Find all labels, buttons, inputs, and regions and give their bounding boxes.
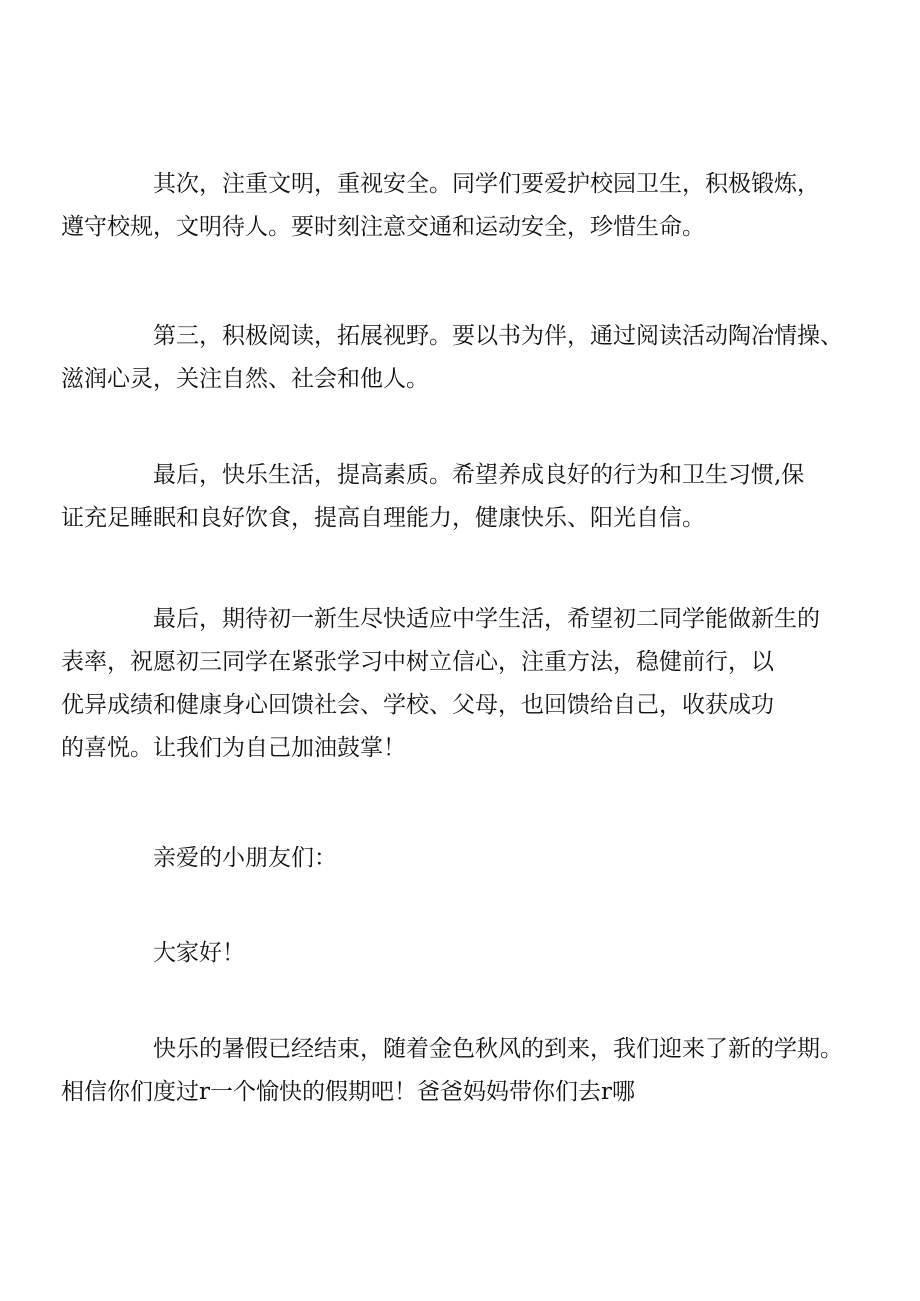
text-line: 亲爱的小朋友们：: [153, 845, 337, 871]
text-line: 表率，祝愿初三同学在紧张学习中树立信心，注重方法，稳健前行，以: [61, 649, 774, 675]
paragraph-greeting-salutation: [107, 837, 827, 880]
paragraph-happy-life: [61, 454, 827, 540]
paragraph-greeting-hello: [107, 932, 827, 975]
text-line: 证充足睡眠和良好饮食，提高自理能力，健康快乐、阳光自信。: [61, 505, 705, 531]
paragraph-safety: [61, 163, 827, 249]
text-line: 第三，积极阅读，拓展视野。要以书为伴，通过阅读活动陶冶情操、: [153, 323, 843, 349]
paragraph-expectations: [61, 598, 827, 770]
text-line: 最后，期待初一新生尽快适应中学生活，希望初二同学能做新生的: [153, 606, 820, 632]
paragraph-summer-vacation: [61, 1028, 843, 1114]
text-line: 最后，快乐生活，提高素质。希望养成良好的行为和卫生习惯,保: [153, 462, 805, 488]
text-line: 的喜悦。让我们为自己加油鼓掌！: [61, 735, 406, 761]
text-line: 滋润心灵，关注自然、社会和他人。: [61, 366, 429, 392]
text-line: 优异成绩和健康身心回馈社会、学校、父母，也回馈给自己，收获成功: [61, 692, 774, 718]
text-line: 快乐的暑假已经结束，随着金色秋风的到来，我们迎来了新的学期。: [153, 1036, 843, 1062]
text-line: 相信你们度过r一个愉快的假期吧！爸爸妈妈带你们去r哪: [61, 1079, 635, 1105]
paragraph-reading: [61, 315, 843, 401]
text-line: 其次，注重文明，重视安全。同学们要爱护校园卫生，积极锻炼，: [153, 171, 820, 197]
text-line: 大家好！: [153, 940, 245, 966]
text-line: 遵守校规，文明待人。要时刻注意交通和运动安全，珍惜生命。: [61, 214, 705, 240]
